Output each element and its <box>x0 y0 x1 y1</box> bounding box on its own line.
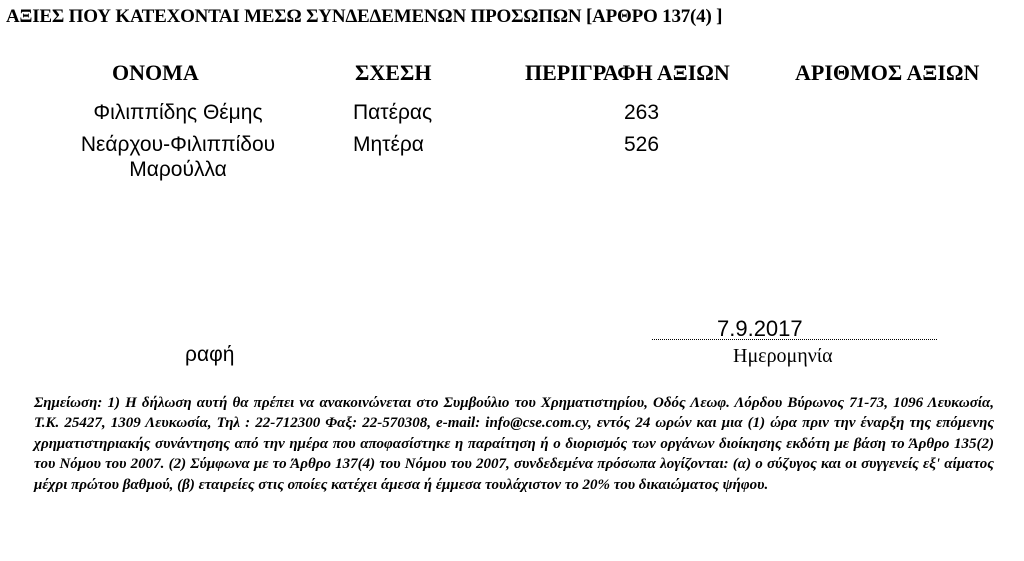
signature-label: ραφή <box>185 343 235 366</box>
footnote <box>34 393 994 495</box>
row-1-value: 263 <box>624 101 660 124</box>
footnote-text: Σημείωση: 1) Η δήλωση αυτή θα πρέπει να ανακοινώνεται στο Συμβούλιο του Χρηματιστηρίου, Οδός Λεωφ. Λόρδου Βύρωνος 71-73, 1096 Λευκωσία, Τ.Κ. 25427, 1309 Λευκωσία, Τηλ : 22-712300 Φαξ: 22-570308, e-mail: info@cse.com.cy, εντός 24 ωρών και μια (1) ώρα πριν την έναρξη της επόμενης χρηματιστηριακής συνάντησης από την ημέρα που αποφασίστηκε η παραίτηση ή ο διορισμός των οργάνων διοίκησης εκδότη με βάση το Άρθρο 135(2) του Νόμου του 2007. (2) Σύμφωνα με το Άρθρο 137(4) του Νόμου του 2007, συνδεδεμένα πρόσωπα λογίζονται: (α) ο σύζυγος και οι συγγενείς εξ' αίματος μέχρι πρώτου βαθμού, (β) εταιρείες στις οποίες κατέχει άμεσα ή έμμεσα τουλάχιστον το 20% του δικαιώματος ψήφου. <box>34 395 994 493</box>
column-header-relation: ΣΧΕΣΗ <box>355 60 432 85</box>
column-header-count: ΑΡΙΘΜΟΣ ΑΞΙΩΝ <box>795 60 980 85</box>
date-label: Ημερομηνία <box>733 345 833 367</box>
column-header-name: ΟΝΟΜΑ <box>112 60 199 85</box>
row-2-relation: Μητέρα <box>353 133 424 156</box>
row-2-value: 526 <box>624 133 660 156</box>
row-2-name-line1: Νεάρχου-Φιλιππίδου <box>80 133 276 156</box>
row-2-name-line2: Μαρούλλα <box>129 158 227 181</box>
date-value: 7.9.2017 <box>717 316 803 341</box>
date-underline <box>652 339 937 340</box>
row-1-name: Φιλιππίδης Θέμης <box>93 101 263 124</box>
column-header-description: ΠΕΡΙΓΡΑΦΗ ΑΞΙΩΝ <box>525 60 730 85</box>
document-title: ΑΞΙΕΣ ΠΟΥ ΚΑΤΕΧΟΝΤΑΙ ΜΕΣΩ ΣΥΝΔΕΔΕΜΕΝΩΝ ΠΡΟΣΩΠΩΝ [ΑΡΘΡΟ 137(4) ] <box>6 6 723 27</box>
row-1-relation: Πατέρας <box>353 101 433 124</box>
